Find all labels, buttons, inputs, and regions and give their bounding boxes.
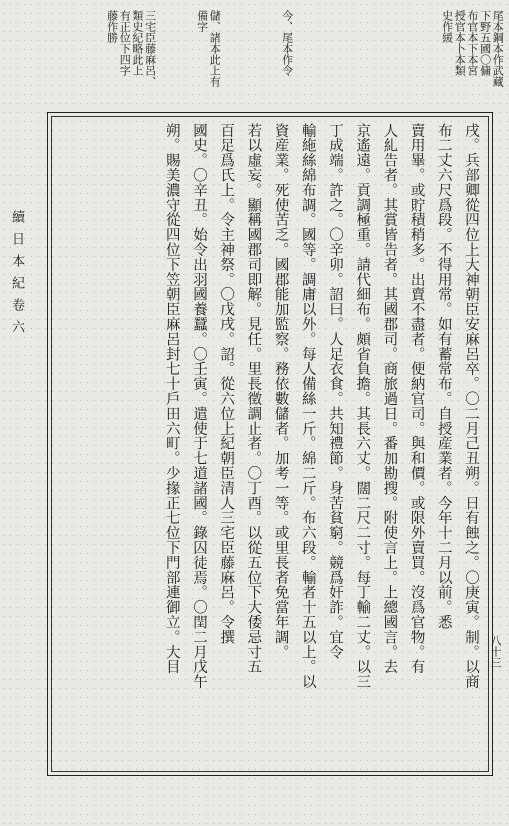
header-note-line: 授官本卜本類 bbox=[453, 10, 467, 76]
header-note-4 bbox=[105, 10, 156, 87]
header-note-line: 今、尾本作令 bbox=[280, 10, 294, 76]
header-note-line: 備字 bbox=[195, 10, 209, 32]
header-note-line: 下野五國〇傭 bbox=[478, 10, 492, 76]
running-head: 續日本紀卷六 bbox=[9, 210, 24, 342]
header-note-line: 布官本下本宮 bbox=[465, 10, 479, 76]
header-note-line: 儲、諸本此上有 bbox=[208, 10, 222, 87]
header-note-line: 有正位下四字 bbox=[118, 10, 132, 76]
text-column: 國史。〇辛丑。始令出羽國養蠶。〇壬寅。遣使于七道諸國。錄囚徒焉。〇閏二月戊午 bbox=[190, 123, 207, 690]
header-note-1 bbox=[440, 10, 503, 87]
header-note-line: 三宅臣藤麻呂、 bbox=[143, 10, 157, 87]
body-text bbox=[56, 123, 484, 765]
text-column: 百足爲氏上。令主神祭。〇戊戌。詔。從六位上紀朝臣清人三宅臣藤麻呂。令撰 bbox=[218, 123, 235, 645]
text-column: 若以虛妄。顯稱國郡司即解。見任。里長徵調止者。〇丁酉。以從五位下大倭忌寸五 bbox=[245, 123, 262, 675]
text-column: 布二丈六尺爲段。不得用常。如有蓄常布。自授産業者。今年十二月以前。悉 bbox=[435, 123, 452, 630]
text-column: 京遙遠。貢調極重。請代細布。頗省負擔。其長六丈。闊二尺二寸。每丁輸二丈。以三 bbox=[354, 123, 371, 690]
text-column: 戌。兵部卿從四位上大神朝臣安麻呂卒。〇二月己丑朔。日有蝕之。〇庚寅。制。以商 bbox=[463, 123, 479, 690]
text-column: 朔。賜美濃守從四位下笠朝臣麻呂封七十戶田六町。少掾正七位下門部連御立。大目 bbox=[163, 123, 180, 675]
page-number: 八十三 bbox=[489, 635, 502, 668]
text-column: 人糺告者。其賞皆告者。其國郡司。商旅過日。番加勘搜。附使言上。上總國言。去 bbox=[381, 123, 398, 675]
header-note-line: 史作緩 bbox=[440, 10, 454, 43]
text-column: 資産業。死使苦乏。國郡能加監察。務依數儲者。加考一等。或里長者免當年調。 bbox=[272, 123, 289, 660]
header-note-3 bbox=[195, 10, 220, 87]
text-column: 輸絁絲綿布調。國等。調庸以外。每人備絲一斤。綿二斤。布六段。輸者十五以上。以 bbox=[299, 123, 316, 690]
text-frame bbox=[47, 112, 493, 776]
header-note-line: 尾本鋼本作武藏 bbox=[491, 10, 505, 87]
text-column: 賣用畢。或貯積稍多。出賣不盡者。便納官司。與和價。或限外賣買。沒爲官物。有 bbox=[408, 123, 425, 675]
header-note-line: 類史紀略此上 bbox=[130, 10, 144, 76]
header-note-line: 藤作勝 bbox=[105, 10, 119, 43]
text-column: 丁成端。許之。〇辛卯。詔曰。人足衣食。共知禮節。身苦貧窮。競爲奸詐。宜令 bbox=[326, 123, 343, 660]
header-note-2 bbox=[280, 10, 293, 76]
